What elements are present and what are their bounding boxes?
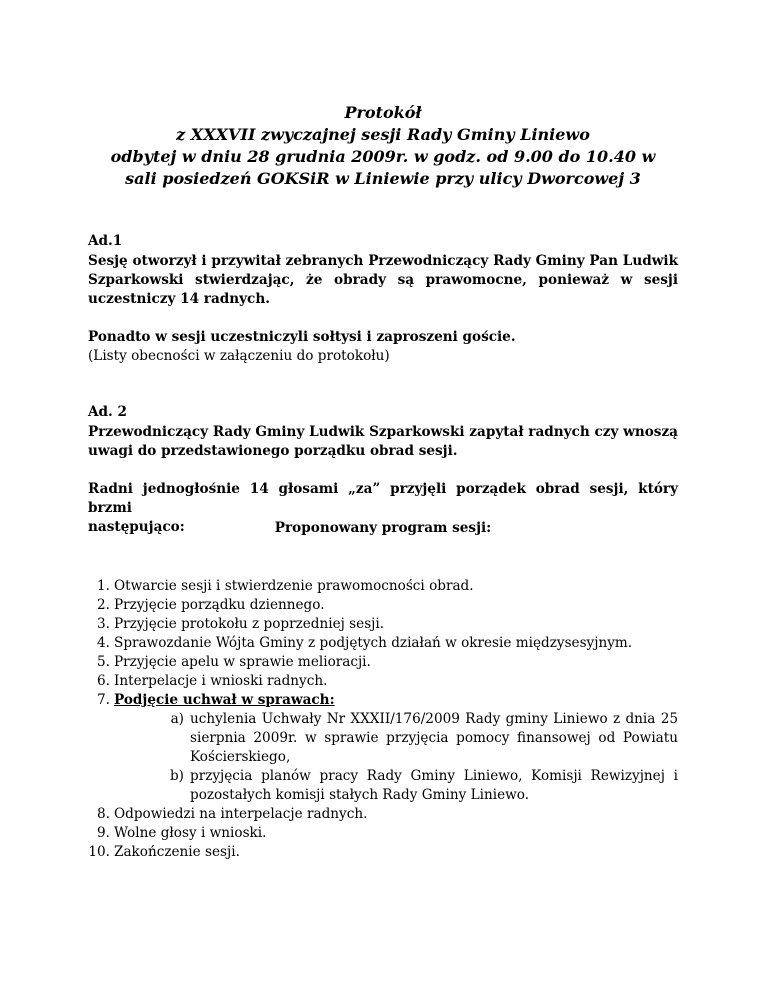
ad2-paragraph [88,423,678,461]
subitem-line: uchylenia Uchwały Nr XXXII/176/2009 Rady gminy Liniewo z dnia 25 [190,711,678,727]
agenda-number: 9. [97,825,110,841]
resolution-sublist [114,710,678,805]
agenda-text: Zakończenie sesji. [114,844,240,860]
agenda-item [88,634,678,653]
ad1-paragraph [88,252,678,309]
agenda-item [88,691,678,805]
agenda-item [88,843,678,862]
title-line: Protokół [344,103,422,122]
agenda-item [88,653,678,672]
paragraph-line: Radni jednogłośnie 14 głosami „za” przyjęli porządek obrad sesji, który brzmi [88,481,678,516]
paragraph-line: Sesję otworzył i przywitał zebranych Przewodniczący Rady Gminy Pan Ludwik [88,253,678,269]
subitem-line: sierpnia 2009r. w sprawie przyjęcia pomocy finansowej od Powiatu [190,730,678,746]
agenda-text: Wolne głosy i wnioski. [114,825,267,841]
agenda-text: Odpowiedzi na interpelacje radnych. [114,806,368,822]
agenda-item [88,596,678,615]
agenda-item [88,615,678,634]
agenda-list [88,577,678,862]
agenda-text: Interpelacje i wnioski radnych. [114,673,328,689]
agenda-number: 7. [97,692,110,708]
subitem-letter: b) [169,768,184,784]
agenda-text: Sprawozdanie Wójta Gminy z podjętych działań w okresie międzysesyjnym. [114,635,633,651]
agenda-text: Przyjęcie porządku dziennego. [114,597,325,613]
subitem-line: pozostałych komisji stałych Rady Gminy Liniewo. [190,787,530,803]
ad1-heading: Ad.1 [88,233,123,249]
agenda-number: 5. [97,654,110,670]
agenda-number: 6. [97,673,110,689]
subtitle-line: z XXXVII zwyczajnej sesji Rady Gminy Liniewo [176,125,590,144]
ad2-heading: Ad. 2 [88,404,127,420]
program-title: Proponowany program sesji: [274,520,492,536]
agenda-item [88,805,678,824]
paragraph-line: uczestniczy 14 radnych. [88,291,270,307]
agenda-item [88,672,678,691]
agenda-item [88,577,678,596]
subitem-line: przyjęcia planów pracy Rady Gminy Liniewo, Komisji Rewizyjnej i [190,768,678,784]
resolution-subitem [166,710,678,767]
paragraph-line: uwagi do przedstawionego porządku obrad sesji. [88,443,458,459]
subitem-letter: a) [170,711,184,727]
agenda-number: 8. [97,806,110,822]
paragraph-line: Przewodniczący Rady Gminy Ludwik Szparkowski zapytał radnych czy wnoszą [88,424,678,440]
document-title [88,102,678,190]
attendance-note: (Listy obecności w załączeniu do protokołu) [88,348,390,364]
resolution-subitem [166,767,678,805]
subitem-line: Kościerskiego, [190,749,291,765]
attendance-text: Ponadto w sesji uczestniczyli sołtysi i zaproszeni goście. [88,329,516,345]
agenda-number: 4. [97,635,110,651]
attendance-paragraph [88,328,678,366]
agenda-number: 2. [97,597,110,613]
subtitle-line: sali posiedzeń GOKSiR w Liniewie przy ulicy Dworcowej 3 [125,169,641,188]
subtitle-line: odbytej w dniu 28 grudnia 2009r. w godz. od 9.00 do 10.40 w [110,147,656,166]
paragraph-line: Szparkowski stwierdzając, że obrady są prawomocne, ponieważ w sesji [88,272,678,288]
agenda-text: Przyjęcie apelu w sprawie melioracji. [114,654,371,670]
paragraph-line: następująco: [88,519,185,535]
agenda-text: Podjęcie uchwał w sprawach: [114,692,335,708]
agenda-text: Przyjęcie protokołu z poprzedniej sesji. [114,616,385,632]
agenda-text: Otwarcie sesji i stwierdzenie prawomocności obrad. [114,578,474,594]
agenda-number: 3. [97,616,110,632]
agenda-number: 10. [88,844,110,860]
agenda-number: 1. [97,578,110,594]
agenda-item [88,824,678,843]
